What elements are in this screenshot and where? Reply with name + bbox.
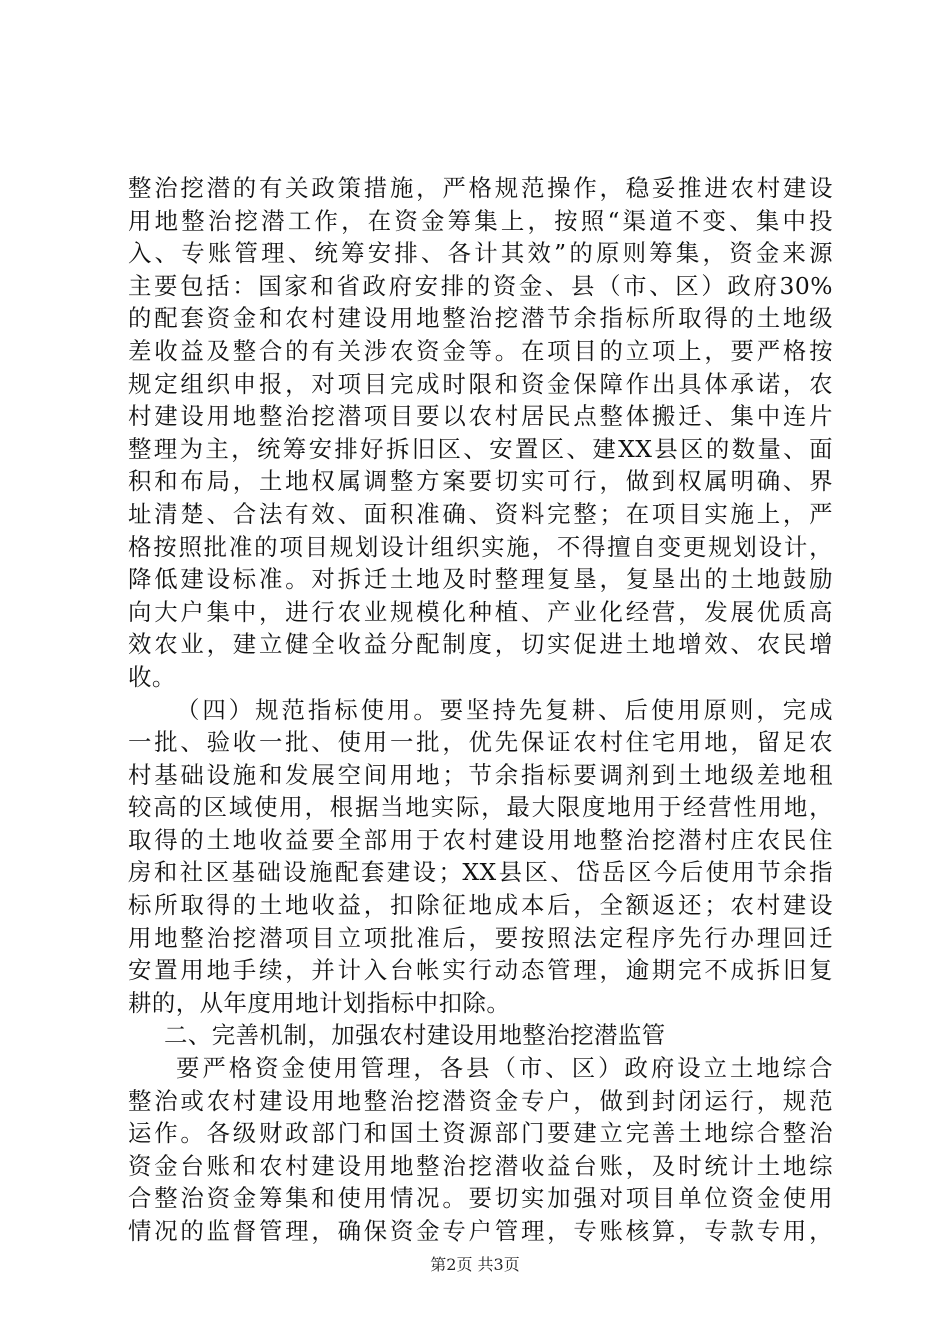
document-body bbox=[128, 172, 833, 1248]
text-line: 规定组织申报，对项目完成时限和资金保障作出具体承诺，农 bbox=[128, 369, 833, 398]
text-line: 的配套资金和农村建设用地整治挖潜节余指标所取得的土地级 bbox=[128, 304, 833, 333]
text-line: 整治或农村建设用地整治挖潜资金专户，做到封闭运行，规范 bbox=[128, 1086, 833, 1115]
text-line: 差收益及整合的有关涉农资金等。在项目的立项上，要严格按 bbox=[128, 336, 833, 365]
text-line: 耕的，从年度用地计划指标中扣除。 bbox=[128, 988, 511, 1017]
text-line: 入、专账管理、统筹安排、各计其效”的原则筹集，资金来源 bbox=[128, 239, 833, 268]
text-line: 村基础设施和发展空间用地；节余指标要调剂到土地级差地租 bbox=[128, 760, 833, 789]
text-line: 整理为主，统筹安排好拆旧区、安置区、建XX县区的数量、面 bbox=[128, 434, 833, 463]
text-line: 要严格资金使用管理，各县（市、区）政府设立土地综合 bbox=[176, 1054, 833, 1083]
text-line: 整治挖潜的有关政策措施，严格规范操作，稳妥推进农村建设 bbox=[128, 174, 833, 202]
page-number-footer: 第2页 共3页 bbox=[430, 1255, 520, 1274]
text-line: 址清楚、合法有效、面积准确、资料完整；在项目实施上，严 bbox=[128, 499, 833, 528]
text-line: 效农业，建立健全收益分配制度，切实促进土地增效、农民增 bbox=[128, 630, 833, 659]
text-line: 房和社区基础设施配套建设；XX县区、岱岳区今后使用节余指 bbox=[128, 858, 833, 887]
text-line: 向大户集中，进行农业规模化种植、产业化经营，发展优质高 bbox=[128, 597, 833, 626]
section-heading: 二、完善机制，加强农村建设用地整治挖潜监管 bbox=[164, 1021, 666, 1050]
text-line: 较高的区域使用，根据当地实际，最大限度地用于经营性用地， bbox=[128, 793, 833, 822]
text-line: 村建设用地整治挖潜项目要以农村居民点整体搬迁、集中连片 bbox=[128, 402, 833, 431]
text-line: 积和布局，土地权属调整方案要切实可行，做到权属明确、界 bbox=[128, 467, 833, 496]
text-line: 取得的土地收益要全部用于农村建设用地整治挖潜村庄农民住 bbox=[128, 825, 833, 854]
text-line: 收。 bbox=[128, 662, 176, 691]
text-line: 用地整治挖潜工作，在资金筹集上，按照“渠道不变、集中投 bbox=[128, 206, 833, 235]
text-line: 合整治资金筹集和使用情况。要切实加强对项目单位资金使用 bbox=[128, 1184, 833, 1213]
text-line: 安置用地手续，并计入台帐实行动态管理，逾期完不成拆旧复 bbox=[128, 956, 833, 985]
text-line: 格按照批准的项目规划设计组织实施，不得擅自变更规划设计， bbox=[128, 532, 833, 561]
text-line: 用地整治挖潜项目立项批准后，要按照法定程序先行办理回迁 bbox=[128, 923, 833, 952]
text-line: 情况的监督管理，确保资金专户管理，专账核算，专款专用， bbox=[128, 1217, 833, 1245]
text-line: 主要包括：国家和省政府安排的资金、县（市、区）政府30% bbox=[128, 271, 833, 300]
text-line: 标所取得的土地收益，扣除征地成本后，全额返还；农村建设 bbox=[128, 891, 833, 920]
text-line: 一批、验收一批、使用一批，优先保证农村住宅用地，留足农 bbox=[128, 728, 833, 757]
text-line: 资金台账和农村建设用地整治挖潜收益台账，及时统计土地综 bbox=[128, 1151, 833, 1180]
text-line: 降低建设标准。对拆迁土地及时整理复垦，复垦出的土地鼓励 bbox=[128, 565, 833, 594]
text-line: 运作。各级财政部门和国土资源部门要建立完善土地综合整治 bbox=[128, 1119, 833, 1148]
section-heading-line: （四）规范指标使用。要坚持先复耕、后使用原则，完成 bbox=[176, 695, 833, 724]
